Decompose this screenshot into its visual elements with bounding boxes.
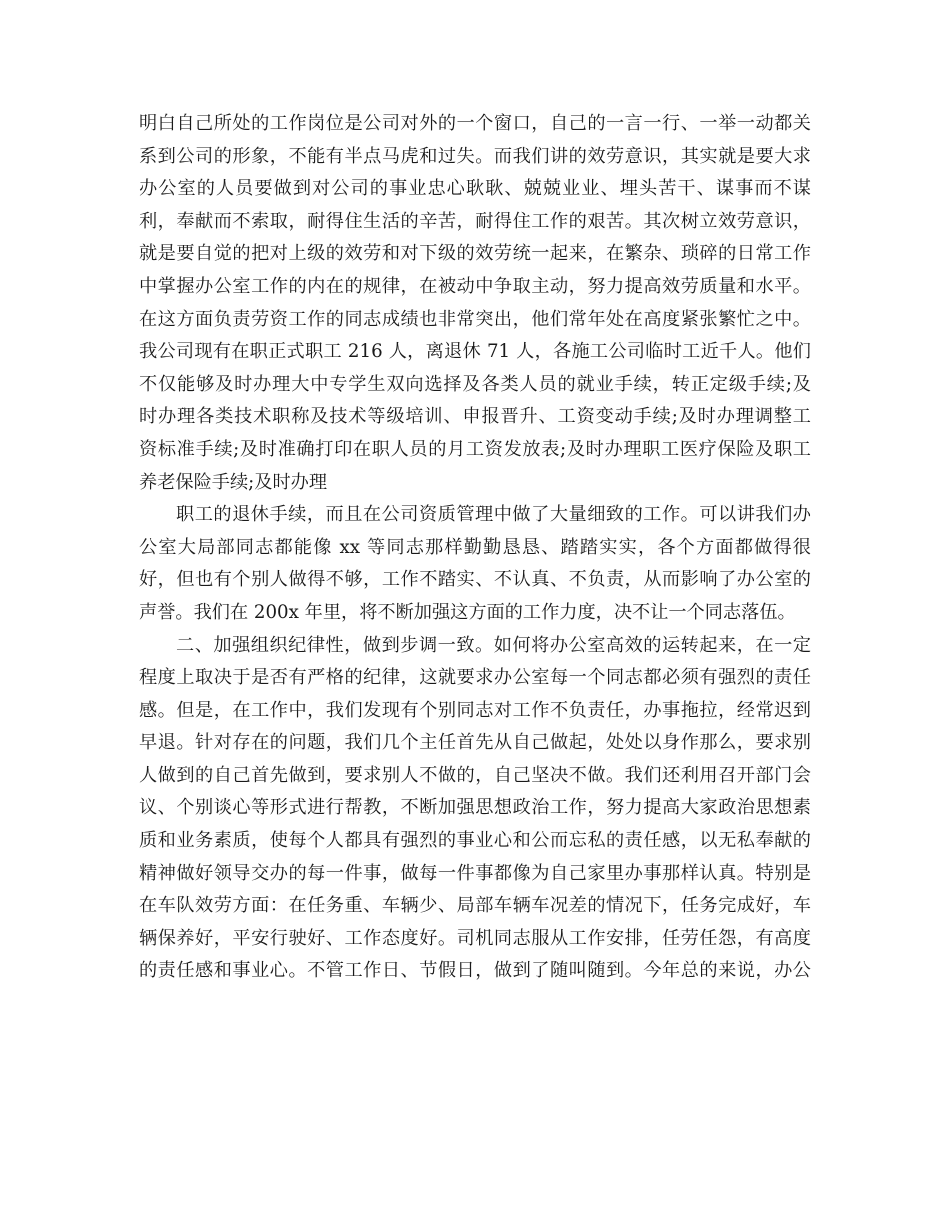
text-line: 感。但是，在工作中，我们发现有个别同志对工作不负责任，办事拖拉，经常迟到 [139,699,811,721]
text-line: 程度上取决于是否有严格的纪律，这就要求办公室每一个同志都必须有强烈的责任 [139,667,811,689]
text-line: 声誉。我们在 200x 年里，将不断加强这方面的工作力度，决不让一个同志落伍。 [139,601,796,623]
text-line: 辆保养好，平安行驶好、工作态度好。司机同志服从工作安排，任劳任怨，有高度 [139,927,811,949]
text-line: 精神做好领导交办的每一件事，做每一件事都像为自己家里办事那样认真。特别是 [139,862,811,884]
text-line: 的责任感和事业心。不管工作日、节假日，做到了随叫随到。今年总的来说，办公 [139,960,811,982]
paragraph-first-line: 二、加强组织纪律性，做到步调一致。如何将办公室高效的运转起来，在一定 [176,634,811,656]
text-line: 人做到的自己首先做到，要求别人不做的，自己坚决不做。我们还利用召开部门会 [139,764,811,786]
text-line: 明白自己所处的工作岗位是公司对外的一个窗口，自己的一言一行、一举一动都关 [139,113,811,134]
text-line: 养老保险手续;及时办理 [139,471,328,493]
text-line: 在这方面负责劳资工作的同志成绩也非常突出，他们常年处在高度紧张繁忙之中。 [139,308,811,330]
text-line: 公室大局部同志都能像 xx 等同志那样勤勤恳恳、踏踏实实，各个方面都做得很 [139,536,811,558]
document-body [139,108,811,988]
text-line: 不仅能够及时办理大中专学生双向选择及各类人员的就业手续，转正定级手续;及 [139,373,811,395]
text-line: 办公室的人员要做到对公司的事业忠心耿耿、兢兢业业、埋头苦干、谋事而不谋 [139,178,811,200]
text-line: 资标准手续;及时准确打印在职人员的月工资发放表;及时办理职工医疗保险及职工 [139,438,811,460]
text-line: 在车队效劳方面：在任务重、车辆少、局部车辆车况差的情况下，任务完成好，车 [139,895,811,917]
paragraph-first-line: 职工的退休手续，而且在公司资质管理中做了大量细致的工作。可以讲我们办 [176,504,811,526]
text-line: 就是要自觉的把对上级的效劳和对下级的效劳统一起来，在繁杂、琐碎的日常工作 [139,243,811,265]
text-line: 早退。针对存在的问题，我们几个主任首先从自己做起，处处以身作那么，要求别 [139,732,811,754]
text-line: 议、个别谈心等形式进行帮教，不断加强思想政治工作，努力提高大家政治思想素 [139,797,811,819]
text-line: 时办理各类技术职称及技术等级培训、申报晋升、工资变动手续;及时办理调整工 [139,406,811,428]
text-line: 系到公司的形象，不能有半点马虎和过失。而我们讲的效劳意识，其实就是要大求 [139,145,811,167]
text-line: 中掌握办公室工作的内在的规律，在被动中争取主动，努力提高效劳质量和水平。 [139,275,811,297]
text-line: 我公司现有在职正式职工 216 人，离退休 71 人，各施工公司临时工近千人。他们 [139,341,811,363]
text-line: 利，奉献而不索取，耐得住生活的辛苦，耐得住工作的艰苦。其次树立效劳意识， [139,210,811,232]
text-line: 好，但也有个别人做得不够，工作不踏实、不认真、不负责，从而影响了办公室的 [139,569,811,591]
text-line: 质和业务素质，使每个人都具有强烈的事业心和公而忘私的责任感，以无私奉献的 [139,830,811,852]
